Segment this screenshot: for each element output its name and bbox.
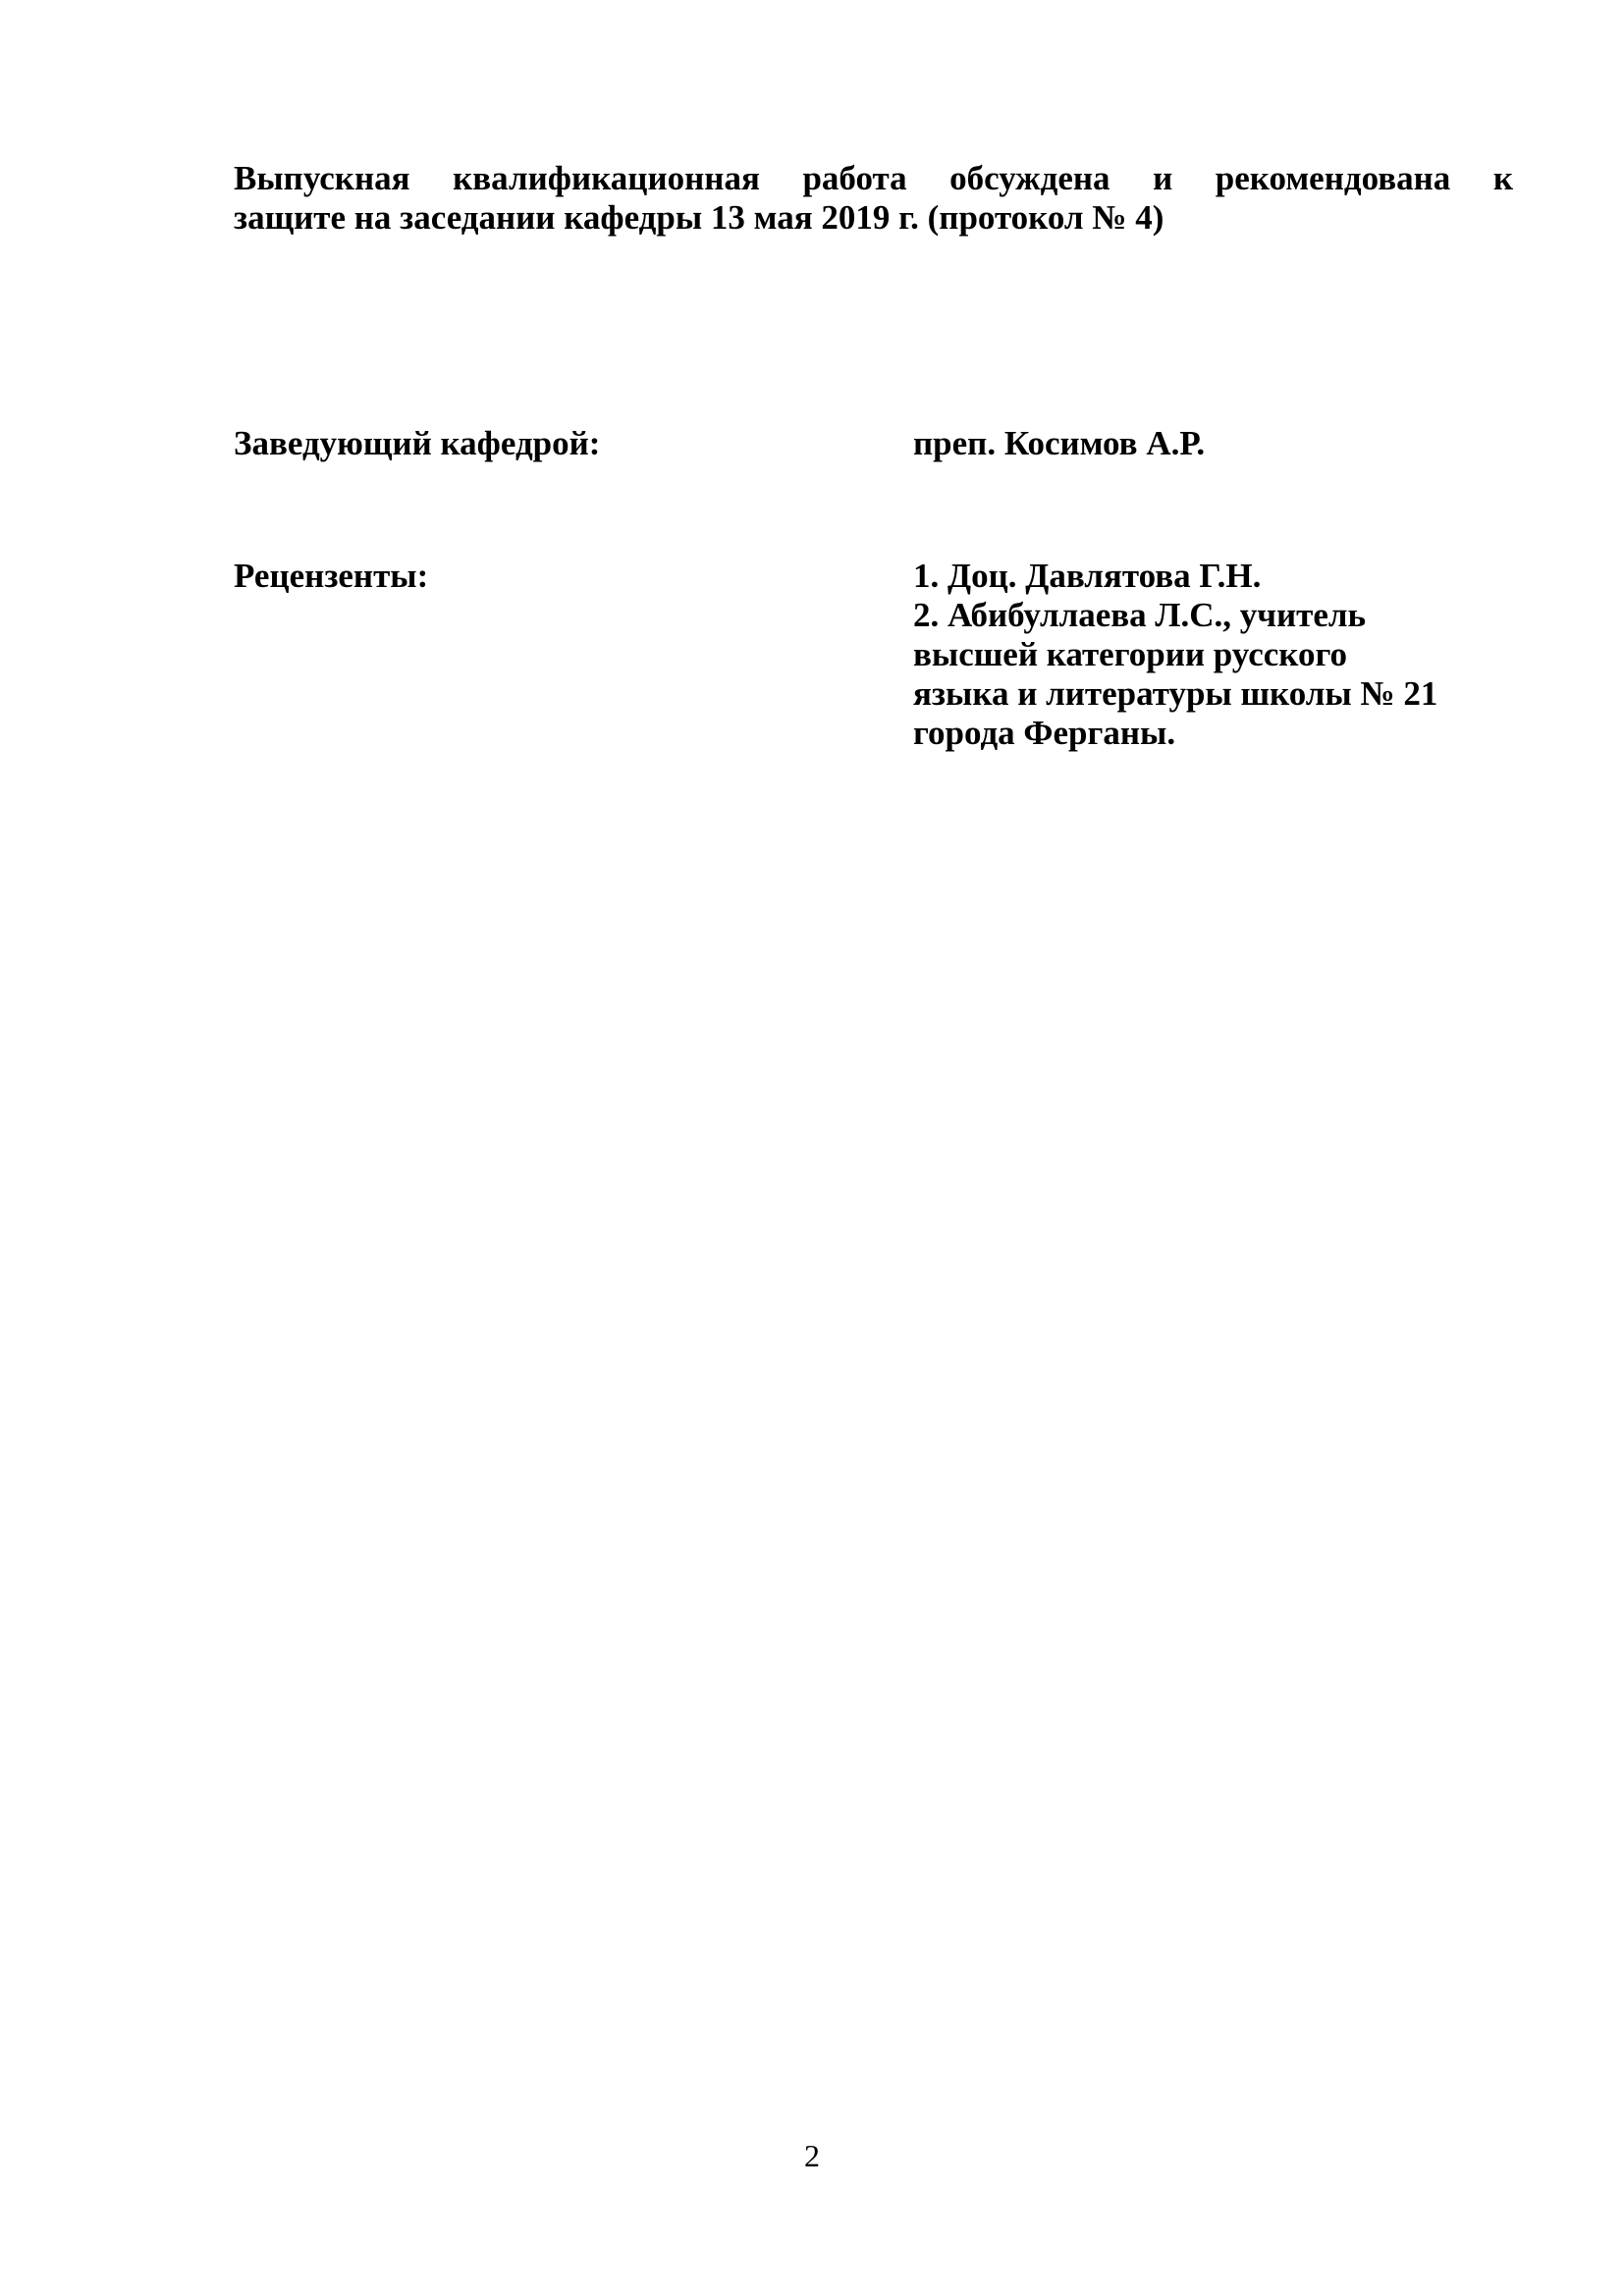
- recommendation-statement: [234, 159, 1513, 238]
- recommendation-line-1: Выпускная квалификационная работа обсуждена и рекомендована к: [234, 159, 1513, 197]
- reviewer-line: города Ферганы.: [913, 714, 1176, 752]
- reviewers-list: [913, 557, 1512, 753]
- page-number: 2: [804, 2138, 820, 2173]
- head-of-department-value: преп. Косимов А.Р.: [913, 424, 1206, 462]
- recommendation-line-2: защите на заседании кафедры 13 мая 2019 г. (протокол № 4): [234, 198, 1164, 237]
- reviewer-line: высшей категории русского: [913, 635, 1348, 673]
- head-of-department-label: Заведующий кафедрой:: [234, 424, 601, 462]
- reviewer-line: 2. Абибуллаева Л.С., учитель: [913, 596, 1367, 634]
- reviewer-line: 1. Доц. Давлятова Г.Н.: [913, 557, 1262, 595]
- reviewer-line: языка и литературы школы № 21: [913, 674, 1438, 713]
- head-of-department-name: [913, 424, 1512, 463]
- reviewers-label: Рецензенты:: [234, 557, 429, 595]
